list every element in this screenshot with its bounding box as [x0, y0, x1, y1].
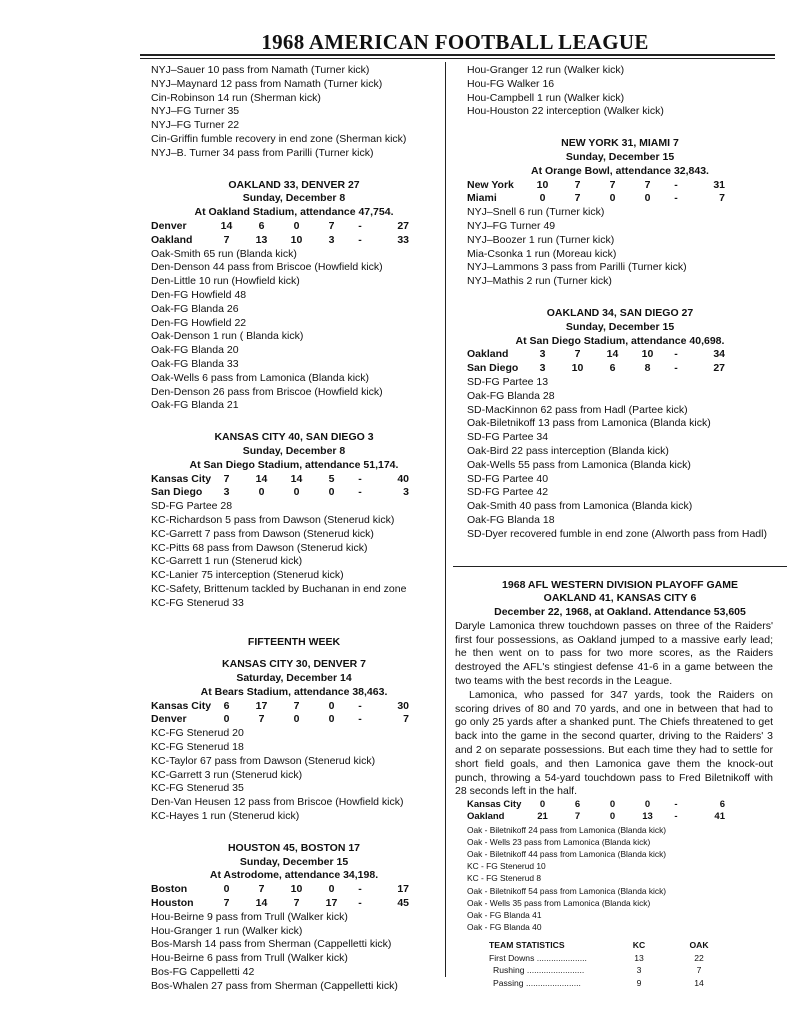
- left-column: [151, 64, 437, 994]
- quarter-score: 21: [537, 811, 548, 823]
- scoring-play: KC-Taylor 67 pass from Dawson (Stenerud kick): [151, 754, 376, 767]
- scoring-play: Oak-FG Blanda 20: [151, 344, 239, 357]
- score-dash: -: [358, 713, 362, 726]
- final-score: 33: [397, 233, 409, 246]
- scoring-play: Oak-Biletnikoff 13 pass from Lamonica (Blanda kick): [467, 417, 711, 430]
- scoring-play: SD-FG Partee 40: [467, 472, 549, 485]
- quarter-score: 0: [328, 713, 335, 726]
- spacer: [151, 628, 437, 636]
- scoring-play: NYJ–Mathis 2 run (Turner kick): [467, 275, 612, 288]
- scoring-play: KC-Richardson 5 pass from Dawson (Stenerud kick): [151, 513, 395, 526]
- team-name: San Diego: [467, 362, 519, 375]
- quarter-score: 10: [641, 348, 654, 361]
- scoring-play: NYJ–Sauer 10 pass from Namath (Turner kick): [151, 64, 370, 76]
- scoring-play: NYJ–Maynard 12 pass from Namath (Turner kick): [151, 77, 383, 90]
- game-summary: [151, 431, 437, 610]
- scoring-play: Den-Denson 44 pass from Briscoe (Howfield kick): [151, 261, 383, 274]
- playoff-date: December 22, 1968, at Oakland. Attendance 53,605: [494, 606, 746, 619]
- team-name: Oakland: [467, 348, 509, 361]
- quarter-score: 7: [293, 897, 300, 910]
- final-score: 41: [714, 811, 725, 823]
- quarter-score: 7: [223, 233, 230, 246]
- scoring-play: SD-FG Partee 34: [467, 431, 549, 444]
- quarter-score: 7: [574, 192, 581, 205]
- scoring-play: KC-Hayes 1 run (Stenerud kick): [151, 810, 300, 823]
- game-venue: At Orange Bowl, attendance 32,843.: [531, 164, 709, 177]
- title-rule-thick: [140, 54, 775, 56]
- final-score: 40: [397, 472, 409, 485]
- score-row: [151, 883, 437, 897]
- scoring-play: KC-Garrett 3 run (Stenerud kick): [151, 768, 303, 781]
- scoring-play: Oak-FG Blanda 33: [151, 357, 239, 370]
- scoring-play: Oak-FG Blanda 21: [151, 399, 239, 412]
- quarter-score: 0: [609, 192, 616, 205]
- quarter-score: 0: [293, 219, 300, 232]
- quarter-score: 0: [223, 713, 230, 726]
- stats-row: [489, 952, 773, 964]
- game-summary: [151, 658, 437, 824]
- score-dash: -: [358, 897, 362, 910]
- quarter-score: 6: [609, 362, 616, 375]
- scoring-play: Oak-FG Blanda 18: [467, 513, 555, 526]
- score-row: [467, 348, 773, 362]
- scoring-play: Oak-Smith 40 pass from Lamonica (Blanda kick): [467, 500, 693, 513]
- team-name: San Diego: [151, 486, 203, 499]
- game-venue: At San Diego Stadium, attendance 51,174.: [189, 458, 399, 471]
- page-title: 1968 AMERICAN FOOTBALL LEAGUE: [261, 30, 649, 54]
- score-dash: -: [358, 233, 362, 246]
- quarter-score: 0: [258, 486, 265, 499]
- scoring-play: Cin-Robinson 14 run (Sherman kick): [151, 91, 321, 104]
- quarter-score: 10: [290, 883, 303, 896]
- final-score: 7: [403, 713, 409, 726]
- quarter-score: 0: [644, 192, 651, 205]
- team-name: New York: [467, 178, 514, 191]
- spacer: [151, 161, 437, 179]
- score-row: [467, 179, 773, 193]
- spacer: [467, 119, 773, 137]
- quarter-score: 0: [293, 486, 300, 499]
- scoring-play: NYJ–Boozer 1 run (Turner kick): [467, 233, 615, 246]
- stats-cell: First Downs .....................: [489, 952, 587, 963]
- stats-cell: 9: [636, 977, 642, 988]
- quarter-score: 5: [328, 472, 335, 485]
- stats-row: [489, 964, 773, 976]
- scoring-play: NYJ–Snell 6 run (Turner kick): [467, 206, 605, 219]
- quarter-score: 6: [258, 219, 265, 232]
- quarter-score: 0: [609, 811, 616, 823]
- game-venue: At San Diego Stadium, attendance 40,698.: [515, 334, 725, 347]
- game-date: Sunday, December 15: [239, 855, 349, 868]
- scoring-play: NYJ–FG Turner 35: [151, 105, 240, 118]
- game-date: Sunday, December 8: [242, 444, 346, 457]
- scoring-play: Hou-Beirne 9 pass from Trull (Walker kick): [151, 910, 348, 923]
- scoring-play: Bos-FG Cappelletti 42: [151, 966, 255, 979]
- scoring-play: Den-Little 10 run (Howfield kick): [151, 275, 300, 288]
- scoring-play: KC-Garrett 7 pass from Dawson (Stenerud kick): [151, 527, 374, 540]
- score-row: [151, 700, 437, 714]
- final-score: 45: [397, 897, 409, 910]
- final-score: 17: [397, 883, 409, 896]
- spacer: [151, 610, 437, 628]
- quarter-score: 14: [255, 897, 268, 910]
- week-heading: FIFTEENTH WEEK: [247, 636, 341, 649]
- quarter-score: 0: [609, 799, 616, 811]
- scoring-play: Oak-Wells 55 pass from Lamonica (Blanda kick): [467, 458, 691, 471]
- game-heading: KANSAS CITY 30, DENVER 7: [222, 658, 366, 671]
- scoring-play: Oak - Biletnikoff 54 pass from Lamonica (Blanda kick): [467, 885, 667, 896]
- quarter-score: 14: [255, 472, 268, 485]
- quarter-score: 3: [539, 348, 546, 361]
- score-dash: -: [674, 178, 678, 191]
- right-column: [455, 64, 773, 989]
- scoring-play: Den-FG Howfield 22: [151, 316, 247, 329]
- scoring-play: Oak - Biletnikoff 44 pass from Lamonica (Blanda kick): [467, 849, 667, 860]
- scoring-play: KC-FG Stenerud 35: [151, 782, 244, 795]
- scoring-play: KC-FG Stenerud 20: [151, 727, 244, 740]
- quarter-score: 6: [223, 699, 230, 712]
- scoring-play: Cin-Griffin fumble recovery in end zone (Sherman kick): [151, 132, 407, 145]
- scoring-play: Oak - FG Blanda 41: [467, 910, 542, 921]
- final-score: 3: [403, 486, 409, 499]
- spacer: [151, 650, 437, 658]
- quarter-score: 10: [536, 178, 549, 191]
- game-venue: At Oakland Stadium, attendance 47,754.: [194, 206, 394, 219]
- scoring-play: Hou-Beirne 6 pass from Trull (Walker kick): [151, 952, 348, 965]
- game-date: Saturday, December 14: [236, 672, 352, 685]
- scoring-play: Oak - Wells 35 pass from Lamonica (Blanda kick): [467, 897, 651, 908]
- scoring-play: Hou-Granger 1 run (Walker kick): [151, 924, 303, 937]
- team-name: Houston: [151, 897, 194, 910]
- quarter-score: 13: [642, 811, 653, 823]
- score-row: [151, 234, 437, 248]
- scoring-play: KC-Garrett 1 run (Stenerud kick): [151, 555, 303, 568]
- quarter-score: 7: [223, 472, 230, 485]
- scoring-play: KC-FG Stenerud 33: [151, 596, 244, 609]
- stats-row: [489, 977, 773, 989]
- scoring-play: KC - FG Stenerud 10: [467, 861, 546, 872]
- score-dash: -: [674, 799, 678, 811]
- score-dash: -: [358, 472, 362, 485]
- scoring-play: Oak-Bird 22 pass interception (Blanda kick): [467, 444, 669, 457]
- stats-cell: Passing .......................: [493, 977, 581, 988]
- stats-cell: 22: [694, 952, 704, 963]
- scoring-play: Bos-Marsh 14 pass from Sherman (Cappelletti kick): [151, 938, 392, 951]
- quarter-score: 0: [328, 486, 335, 499]
- quarter-score: 14: [290, 472, 303, 485]
- final-score: 31: [713, 178, 725, 191]
- stats-header: [489, 939, 773, 951]
- quarter-score: 7: [328, 219, 335, 232]
- scoring-play: Oak-FG Blanda 28: [467, 389, 555, 402]
- scoring-play: SD-MacKinnon 62 pass from Hadl (Partee kick): [467, 403, 688, 416]
- game-heading: OAKLAND 33, DENVER 27: [228, 178, 360, 191]
- game-venue: At Bears Stadium, attendance 38,463.: [200, 685, 388, 698]
- game-summary: [467, 137, 773, 289]
- team-name: Kansas City: [151, 472, 212, 485]
- quarter-score: 10: [571, 362, 584, 375]
- playoff-paragraph: Daryle Lamonica threw touchdown passes on three of the Raiders' first four possessions, as Oakland jumped to a massive early lead; he then went on to pass for two more scores, as the Raiders destroyed the AFL's stingiest defense 41-6 in a game between the two teams with the best records in the League.: [455, 619, 773, 688]
- scoring-play: SD-FG Partee 13: [467, 375, 549, 388]
- scoring-play: Mia-Csonka 1 run (Moreau kick): [467, 247, 617, 260]
- score-row: [467, 799, 773, 811]
- scoring-play: Den-FG Howfield 48: [151, 288, 247, 301]
- scoring-play: NYJ–B. Turner 34 pass from Parilli (Turner kick): [151, 146, 374, 159]
- team-name: Boston: [151, 883, 188, 896]
- column-divider: [445, 62, 446, 977]
- score-dash: -: [358, 883, 362, 896]
- score-dash: -: [674, 811, 678, 823]
- scoring-play: Hou-Houston 22 interception (Walker kick): [467, 105, 664, 118]
- stats-cell: 7: [696, 965, 702, 976]
- score-dash: -: [674, 362, 678, 375]
- stats-cell: 3: [636, 965, 642, 976]
- quarter-score: 0: [328, 883, 335, 896]
- quarter-score: 0: [223, 883, 230, 896]
- final-score: 34: [713, 348, 725, 361]
- spacer: [467, 542, 773, 560]
- quarter-score: 3: [223, 486, 230, 499]
- scoring-play: Oak - Biletnikoff 24 pass from Lamonica (Blanda kick): [467, 824, 667, 835]
- scoring-play: Oak-FG Blanda 26: [151, 302, 239, 315]
- stats-header-cell: KC: [632, 940, 646, 951]
- team-name: Oakland: [467, 811, 505, 823]
- scoring-play: KC-Safety, Brittenum tackled by Buchanan in end zone: [151, 582, 407, 595]
- score-dash: -: [358, 486, 362, 499]
- scoring-play: Den-Denson 26 pass from Briscoe (Howfield kick): [151, 385, 383, 398]
- quarter-score: 7: [609, 178, 616, 191]
- game-date: Sunday, December 8: [242, 192, 346, 205]
- quarter-score: 7: [574, 178, 581, 191]
- score-row: [151, 713, 437, 727]
- scoring-play: KC-Pitts 68 pass from Dawson (Stenerud kick): [151, 541, 368, 554]
- game-heading: NEW YORK 31, MIAMI 7: [561, 137, 679, 150]
- game-venue: At Astrodome, attendance 34,198.: [209, 869, 379, 882]
- score-row: [467, 362, 773, 376]
- quarter-score: 13: [255, 233, 268, 246]
- team-name: Denver: [151, 713, 187, 726]
- scoring-play: NYJ–FG Turner 49: [467, 219, 556, 232]
- stats-header-cell: TEAM STATISTICS: [489, 940, 565, 951]
- game-date: Sunday, December 15: [565, 150, 675, 163]
- stats-cell: 14: [694, 977, 704, 988]
- stats-cell: 13: [634, 952, 644, 963]
- quarter-score: 7: [258, 883, 265, 896]
- scoring-play: SD-FG Partee 28: [151, 500, 233, 513]
- team-name: Denver: [151, 219, 187, 232]
- team-statistics-table: [489, 939, 773, 989]
- stats-header-cell: OAK: [689, 940, 709, 951]
- quarter-score: 7: [223, 897, 230, 910]
- quarter-score: 0: [539, 799, 546, 811]
- scoring-play: KC-Lanier 75 interception (Stenerud kick): [151, 569, 344, 582]
- game-heading: OAKLAND 34, SAN DIEGO 27: [546, 306, 694, 319]
- quarter-score: 0: [539, 192, 546, 205]
- quarter-score: 3: [539, 362, 546, 375]
- playoff-paragraph: Lamonica, who passed for 347 yards, took the Raiders on scoring drives of 80 and 70 yards, and one in between that had to go only 25 yards after a shanked punt. The Chiefs threatened to get back into the game in the second quarter, driving to the Raiders' 3 and 2 on separate possessions. But each time they had to settle for short field goals, and then Lamonica gave them the knock-out punch, throwing a 54-yard touchdown pass to Fred Biletnikoff with 28 seconds left in the half.: [455, 688, 773, 798]
- playoff-heading: 1968 AFL WESTERN DIVISION PLAYOFF GAME: [502, 578, 738, 591]
- scoring-play: NYJ–FG Turner 22: [151, 119, 240, 132]
- scoring-play: Oak - FG Blanda 40: [467, 922, 542, 933]
- team-name: Kansas City: [151, 699, 212, 712]
- section-rule: [453, 566, 787, 567]
- game-summary: [151, 842, 437, 994]
- final-score: 7: [719, 192, 725, 205]
- quarter-score: 6: [574, 799, 581, 811]
- quarter-score: 7: [644, 178, 651, 191]
- score-dash: -: [674, 192, 678, 205]
- team-name: Kansas City: [467, 799, 522, 811]
- scoring-play: NYJ–Lammons 3 pass from Parilli (Turner kick): [467, 261, 687, 274]
- score-dash: -: [358, 699, 362, 712]
- quarter-score: 0: [293, 713, 300, 726]
- quarter-score: 3: [328, 233, 335, 246]
- spacer: [467, 289, 773, 307]
- scoring-play: Oak - Wells 23 pass from Lamonica (Blanda kick): [467, 836, 651, 847]
- game-summary: [467, 307, 773, 542]
- quarter-score: 10: [290, 233, 303, 246]
- final-score: 30: [397, 699, 409, 712]
- score-row: [151, 473, 437, 487]
- quarter-score: 14: [220, 219, 233, 232]
- title-rule-thin: [140, 58, 775, 59]
- quarter-score: 17: [255, 699, 268, 712]
- quarter-score: 7: [293, 699, 300, 712]
- quarter-score: 0: [328, 699, 335, 712]
- game-date: Sunday, December 15: [565, 320, 675, 333]
- game-heading: HOUSTON 45, BOSTON 17: [227, 841, 361, 854]
- scoring-play: Den-Van Heusen 12 pass from Briscoe (Howfield kick): [151, 796, 404, 809]
- quarter-score: 0: [644, 799, 651, 811]
- game-summary: [151, 179, 437, 414]
- stats-cell: Rushing ........................: [493, 965, 585, 976]
- scoring-play: Bos-Whalen 27 pass from Sherman (Cappelletti kick): [151, 979, 398, 992]
- final-score: 27: [397, 219, 409, 232]
- quarter-score: 14: [606, 348, 619, 361]
- scoring-play: SD-Dyer recovered fumble in end zone (Alworth pass from Hadl): [467, 527, 767, 540]
- team-name: Oakland: [151, 233, 193, 246]
- score-dash: -: [358, 219, 362, 232]
- scoring-play: Oak-Wells 6 pass from Lamonica (Blanda kick): [151, 371, 370, 384]
- team-name: Miami: [467, 192, 497, 205]
- quarter-score: 17: [325, 897, 338, 910]
- quarter-score: 8: [644, 362, 651, 375]
- spacer: [151, 824, 437, 842]
- quarter-score: 7: [574, 811, 581, 823]
- game-heading: KANSAS CITY 40, SAN DIEGO 3: [214, 431, 374, 444]
- scoring-play: Hou-Granger 12 run (Walker kick): [467, 64, 625, 76]
- scoring-play: KC-FG Stenerud 18: [151, 741, 244, 754]
- scoring-play: Oak-Denson 1 run ( Blanda kick): [151, 330, 304, 343]
- scoring-play: Oak-Smith 65 run (Blanda kick): [151, 247, 297, 260]
- score-row: [151, 486, 437, 500]
- playoff-game: [455, 578, 773, 990]
- score-row: [151, 220, 437, 234]
- scoring-play: Hou-Campbell 1 run (Walker kick): [467, 91, 625, 104]
- scoring-play: Hou-FG Walker 16: [467, 77, 555, 90]
- score-dash: -: [674, 348, 678, 361]
- score-row: [467, 811, 773, 823]
- playoff-result: OAKLAND 41, KANSAS CITY 6: [543, 592, 697, 605]
- final-score: 6: [719, 799, 725, 811]
- spacer: [151, 413, 437, 431]
- scoring-play: KC - FG Stenerud 8: [467, 873, 542, 884]
- score-row: [151, 897, 437, 911]
- quarter-score: 7: [258, 713, 265, 726]
- score-row: [467, 192, 773, 206]
- final-score: 27: [713, 362, 725, 375]
- quarter-score: 7: [574, 348, 581, 361]
- scoring-play: SD-FG Partee 42: [467, 486, 549, 499]
